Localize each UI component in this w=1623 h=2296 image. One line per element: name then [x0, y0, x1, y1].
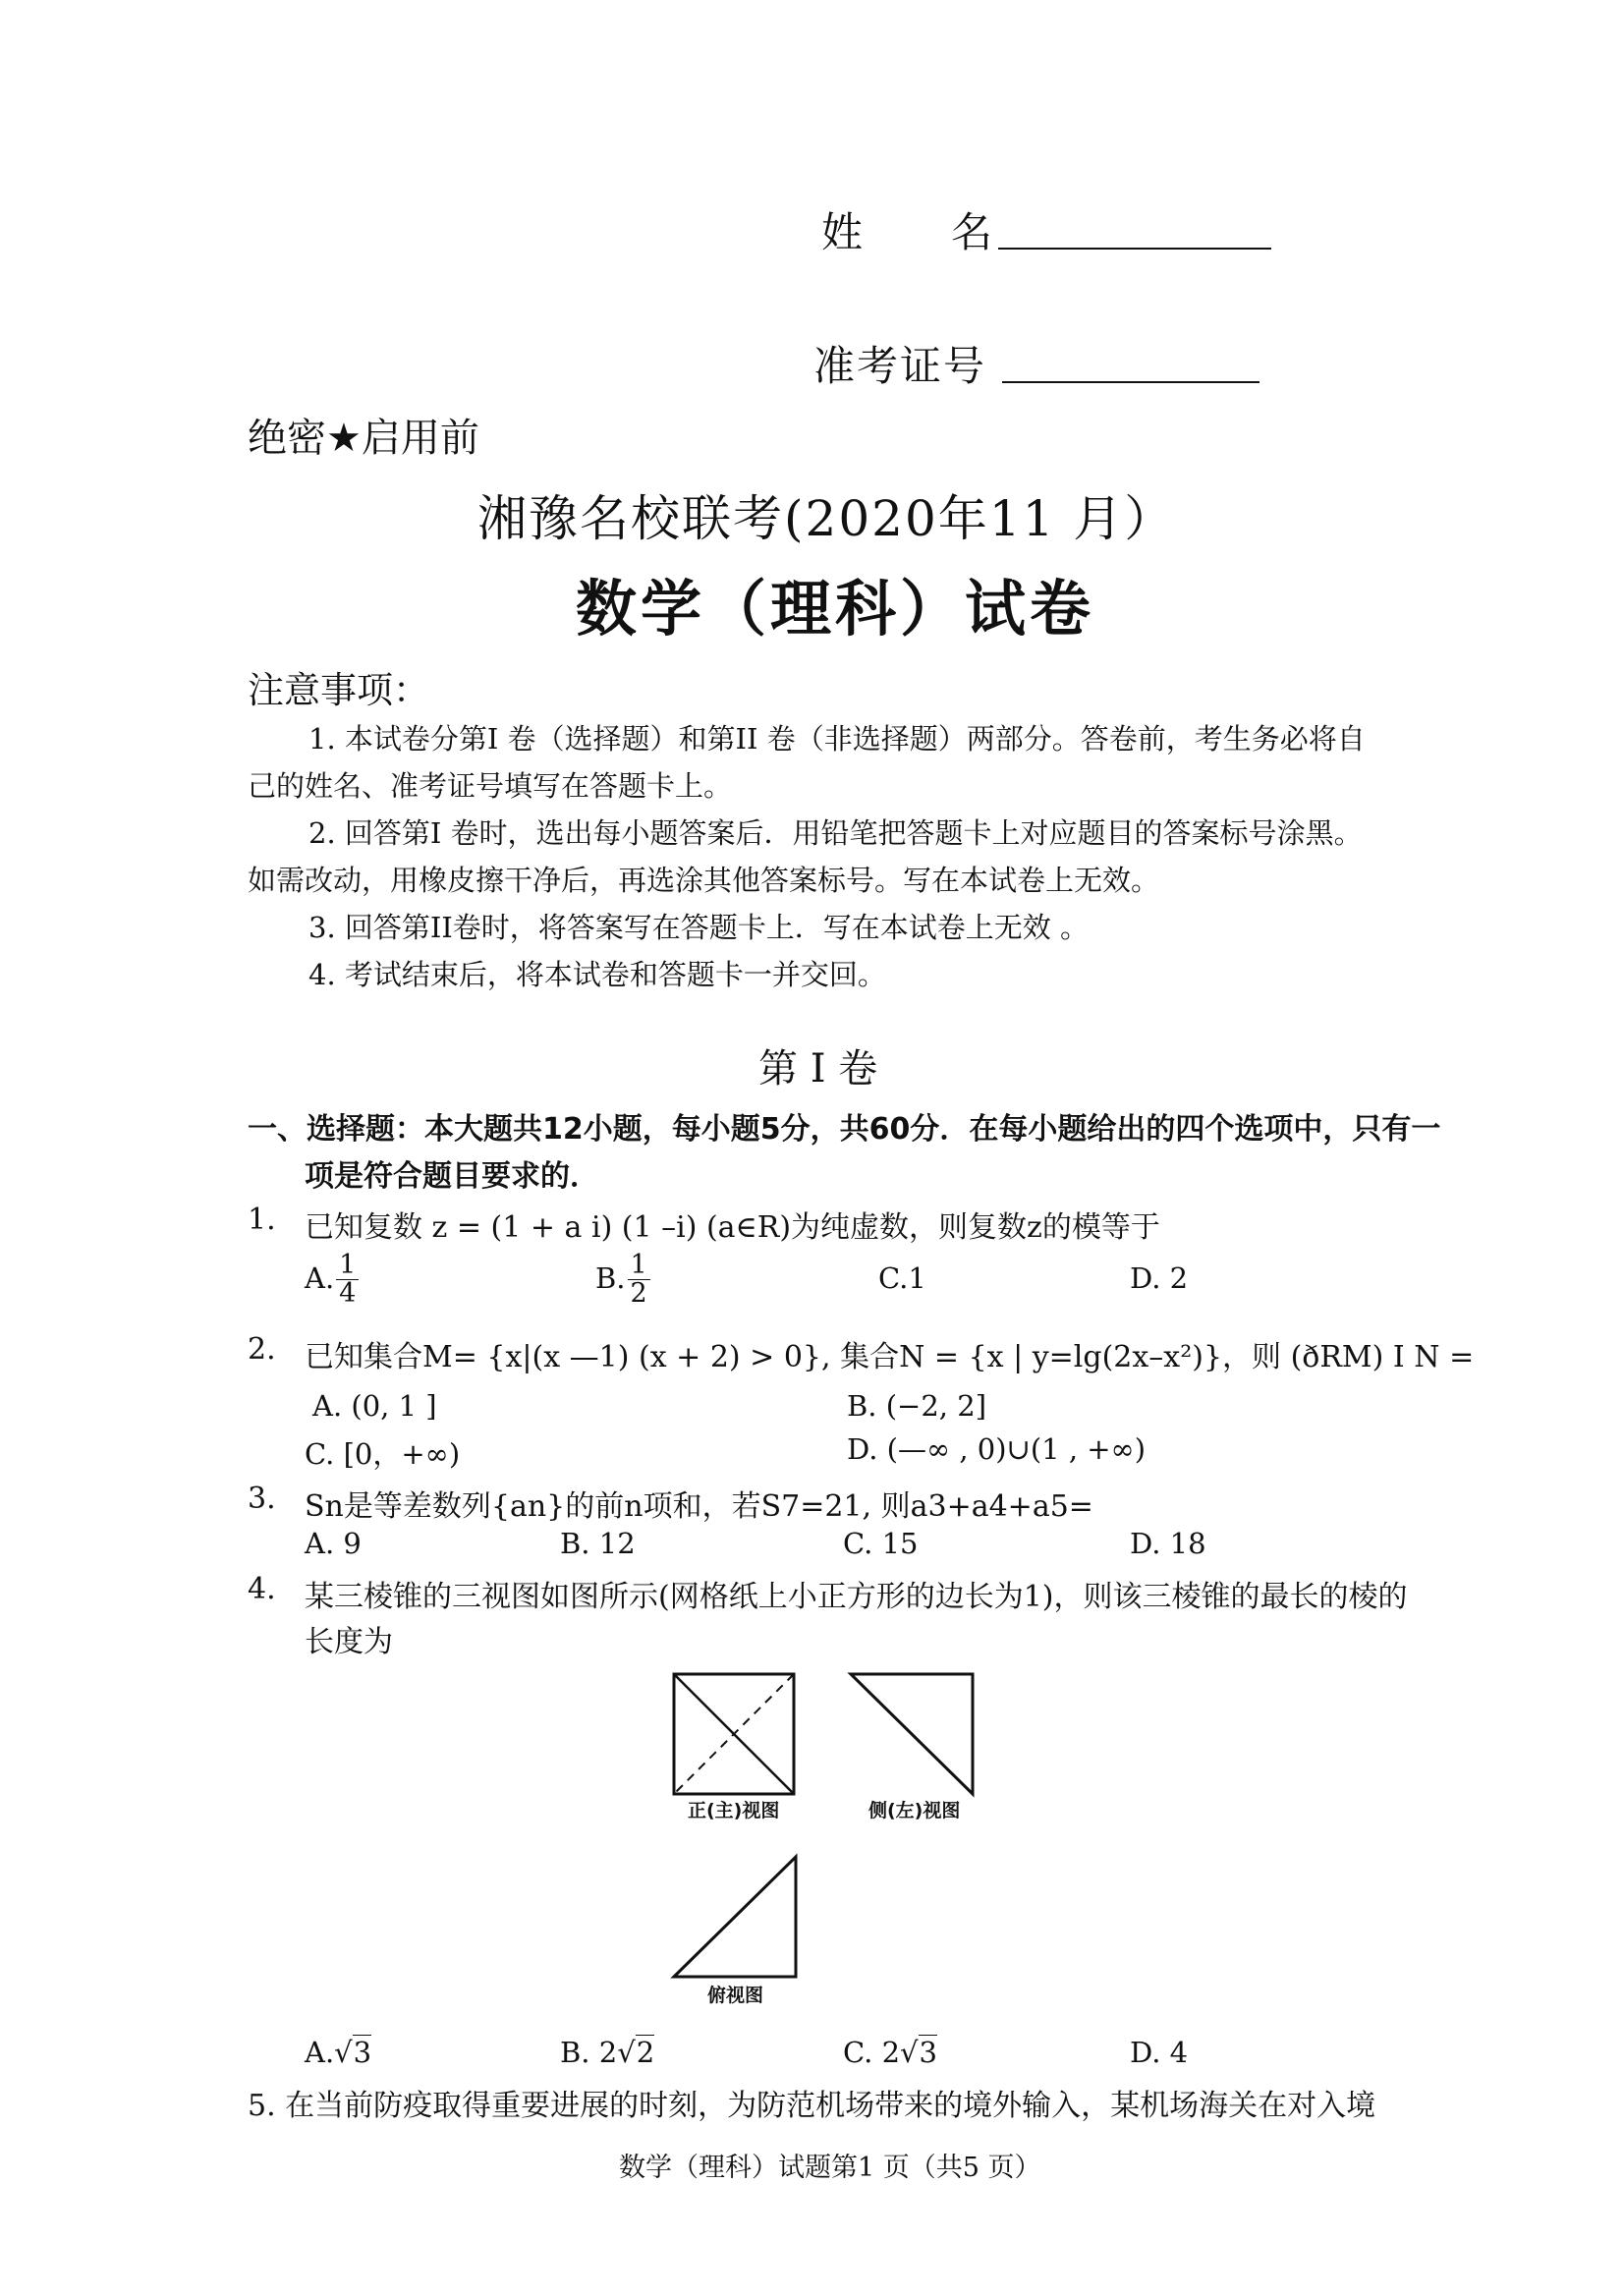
- q1-option-b-fraction: [628, 1252, 650, 1309]
- q4-option-b: B. 2√2: [560, 2036, 655, 2069]
- q2-number: 2.: [248, 1332, 276, 1367]
- side-view-caption: 侧(左)视图: [868, 1800, 961, 1821]
- notice-line-2: 己的姓名、准考证号填写在答题卡上。: [248, 769, 733, 803]
- q1-text: 已知复数 z = (1 + a i) (1 –i) (a∈R)为纯虚数，则复数z的模等于: [305, 1210, 1160, 1245]
- q2-option-b: B. (−2, 2]: [847, 1389, 987, 1423]
- q4-option-c-radicand: 3: [919, 2036, 937, 2069]
- q1-option-b: [595, 1252, 650, 1309]
- top-view-triangle: [674, 1857, 796, 1977]
- confidential-mark: 绝密★启用前: [248, 416, 479, 461]
- q4-option-c: C. 2√3: [843, 2036, 937, 2069]
- exam-id-label: 准考证号: [813, 342, 987, 390]
- q3-number: 3.: [248, 1482, 276, 1516]
- q1-option-a-fraction: [336, 1252, 359, 1309]
- q4-text-line-1: 某三棱锥的三视图如图所示(网格纸上小正方形的边长为1)，则该三棱锥的最长的棱的: [305, 1580, 1408, 1614]
- q2-text: 已知集合M= {x|(x —1) (x + 2) > 0}, 集合N = {x | y=lg(2x–x²)}，则 (ðRM) I N =: [305, 1340, 1475, 1374]
- notice-line-4: 如需改动，用橡皮擦干净后，再选涂其他答案标号。写在本试卷上无效。: [248, 864, 1160, 897]
- q3-option-b: B. 12: [560, 1527, 636, 1560]
- q1-option-a-label: A.: [305, 1260, 335, 1295]
- q4-number: 4.: [248, 1572, 276, 1606]
- name-label: 姓 名: [821, 208, 995, 256]
- q4-option-a-radicand: 3: [353, 2036, 372, 2069]
- q2-option-d: D. (—∞ , 0)∪(1 , +∞): [847, 1432, 1147, 1466]
- q1-option-a: [305, 1252, 359, 1309]
- name-blank-line: [998, 248, 1271, 250]
- section-instructions-line-2: 项是符合题目要求的．: [305, 1159, 599, 1194]
- notice-line-1: 1. 本试卷分第I 卷（选择题）和第II 卷（非选择题）两部分。答卷前，考生务必将自: [308, 722, 1366, 756]
- part-one-title: 第 I 卷: [758, 1046, 878, 1092]
- section-instructions-line-1: 一、选择题：本大题共12小题，每小题5分，共60分．在每小题给出的四个选项中，只有一: [248, 1112, 1441, 1147]
- q2-option-a: A. (0, 1 ]: [312, 1389, 437, 1423]
- q1-number: 1.: [248, 1203, 276, 1237]
- subject-title: 数学（理科）试卷: [576, 573, 1095, 644]
- notice-heading: 注意事项：: [248, 669, 429, 711]
- q3-option-d: D. 18: [1130, 1527, 1206, 1560]
- q4-option-d: D. 4: [1130, 2036, 1189, 2069]
- q1-b-denominator: 2: [630, 1278, 647, 1310]
- exam-id-blank-line: [1002, 381, 1259, 383]
- q3-option-a: A. 9: [305, 1527, 362, 1560]
- side-view-triangle: [851, 1674, 973, 1794]
- q1-option-b-label: B.: [595, 1260, 626, 1295]
- notice-line-5: 3. 回答第II卷时，将答案写在答题卡上．写在本试卷上无效 。: [308, 911, 1090, 944]
- q1-option-c: C.1: [878, 1261, 926, 1295]
- q4-text-line-2: 长度为: [305, 1625, 393, 1659]
- notice-line-3: 2. 回答第I 卷时，选出每小题答案后．用铅笔把答题卡上对应题目的答案标号涂黑。: [308, 816, 1363, 850]
- q1-b-numerator: 1: [628, 1252, 650, 1280]
- notice-line-6: 4. 考试结束后，将本试卷和答题卡一并交回。: [308, 958, 886, 991]
- q3-option-c: C. 15: [843, 1527, 919, 1560]
- q4-option-b-label: B. 2: [560, 2036, 618, 2069]
- q4-option-a: A.√3: [305, 2036, 372, 2069]
- q5-text: 5. 在当前防疫取得重要进展的时刻，为防范机场带来的境外输入，某机场海关在对入境: [248, 2089, 1376, 2123]
- q1-a-denominator: 4: [339, 1278, 357, 1310]
- front-view-caption: 正(主)视图: [688, 1800, 780, 1821]
- q3-text: Sn是等差数列{an}的前n项和，若S7=21, 则a3+a4+a5=: [305, 1489, 1093, 1524]
- q1-a-numerator: 1: [336, 1252, 359, 1280]
- q4-option-c-label: C. 2: [843, 2036, 901, 2069]
- q4-option-a-label: A.: [305, 2036, 335, 2069]
- q1-option-d: D. 2: [1130, 1261, 1189, 1295]
- side-view-figure: [847, 1670, 984, 1808]
- q2-option-c: C. [0，+∞): [305, 1437, 461, 1471]
- top-view-figure: [670, 1853, 808, 1990]
- page-footer: 数学（理科）试题第1 页（共5 页）: [619, 2153, 1041, 2183]
- exam-title: 湘豫名校联考(2020年11 月）: [477, 490, 1176, 547]
- q4-option-b-radicand: 2: [636, 2036, 655, 2069]
- top-view-caption: 俯视图: [707, 1985, 764, 2006]
